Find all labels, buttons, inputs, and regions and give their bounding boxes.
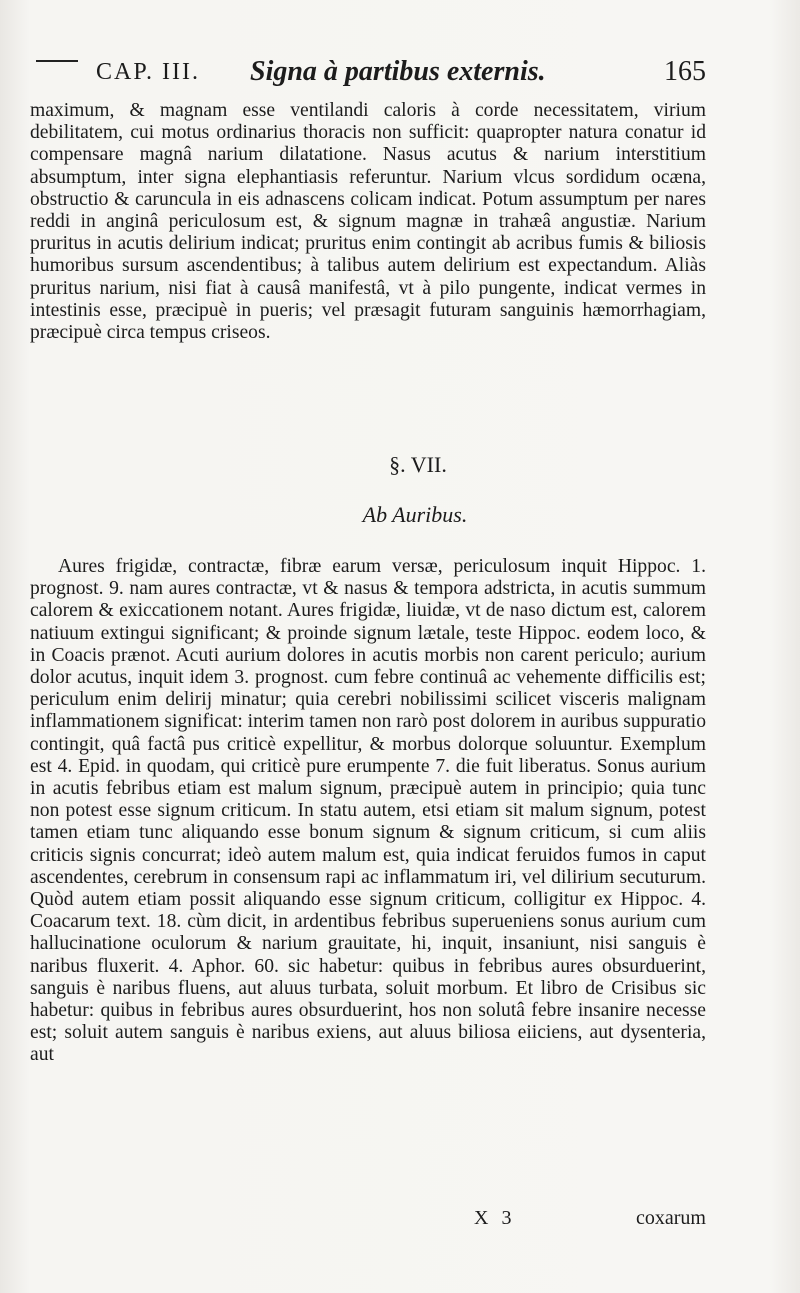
body-text-main — [30, 556, 706, 1067]
paragraph: maximum, & magnam esse ventilandi caloris à corde necessitatem, virium debilitatem, cui motus ordinarius thoracis non sufficit: quapropter natura conatur id compensare magnâ narium dilatatione. Nasus acutus & narium interstitium absumptum, inter signa elephantiasis referuntur. Narium vlcus sordidum ocæna, obstructio & caruncula in eis adnascens colicam indicat. Potum assumptum per nares reddi in anginâ periculosum est, & signum magnæ in trahæâ angustiæ. Narium pruritus in acutis delirium indicat; pruritus enim contingit ab acribus fumis & biliosis humoribus sursum ascendentibus; à talibus autem delirium est expectandum. Aliàs pruritus narium, nisi fiat à causâ manifestâ, vt à pilo pungente, indicat vermes in intestinis esse, præcipuè in pueris; vel præsagit futuram sanguinis hæmorrhagiam, præcipuè circa tempus criseos. — [30, 100, 706, 344]
page-number: 165 — [664, 56, 706, 87]
signature-mark: X 3 — [474, 1207, 516, 1229]
chapter-label: CAP. III. — [96, 59, 201, 85]
section-title: Ab Auribus. — [362, 502, 468, 527]
running-title: Signa à partibus externis. — [250, 56, 546, 87]
page-footer — [0, 1207, 800, 1237]
running-header — [96, 52, 706, 92]
catchword: coxarum — [636, 1207, 706, 1229]
paragraph: Aures frigidæ, contractæ, fibræ earum versæ, periculosum inquit Hippoc. 1. prognost. 9. nam aures contractæ, vt & nasus & tempora adstricta, in acutis summum calorem & exiccationem notant. Aures frigidæ, liuidæ, vt de naso dictum est, calorem natiuum extingui significant; & proinde signum lætale, teste Hippoc. eodem loco, & in Coacis prænot. Acuti aurium dolores in acutis morbis non carent periculo; aurium dolor acutus, inquit idem 3. prognost. cum febre continuâ ac vehemente difficilis est; periculum enim delirij minatur; quia cerebri nobilissimi scilicet visceris malignam inflammationem significat: interim tamen non rarò post dolorem in auribus suppuratio contingit, quâ factâ pus criticè expellitur, & morbus dolorque soluuntur. Exemplum est 4. Epid. in quodam, qui criticè pure erumpente 7. die fuit liberatus. Sonus aurium in acutis febribus etiam est malum signum, præcipuè autem in principio; quia tunc non potest esse signum criticum. In statu autem, etsi etiam sit malum signum, potest tamen etiam tunc aliquando esse bonum signum & signum criticum, si cum aliis criticis signis concurrat; ideò autem malum est, quia indicat feruidos fumos in caput ascendentes, cerebrum in consensum rapi ac inflammatum iri, vel dilirium secuturum. Quòd autem etiam possit aliquando esse signum criticum, colligitur ex Hippoc. 4. Coacarum text. 18. cùm dicit, in ardentibus febribus superueniens sonus aurium cum hallucinatione oculorum & narium grauitate, hi, inquit, insaniunt, nisi sanguis è naribus fluxerit. 4. Aphor. 60. sic habetur: quibus in febribus aures obsurduerint, sanguis è naribus fluens, aut aluus turbata, soluit morbum. Et libro de Crisibus sic habetur: quibus in febribus aures obsurduerint, hos non solutâ febre insanire necesse est; soluit autem sanguis è naribus exiens, aut aluus biliosa eiiciens, aut dysenteria, aut — [30, 556, 706, 1066]
body-text-top — [30, 100, 706, 344]
section-number: §. VII. — [389, 452, 447, 477]
header-rule — [36, 60, 78, 62]
